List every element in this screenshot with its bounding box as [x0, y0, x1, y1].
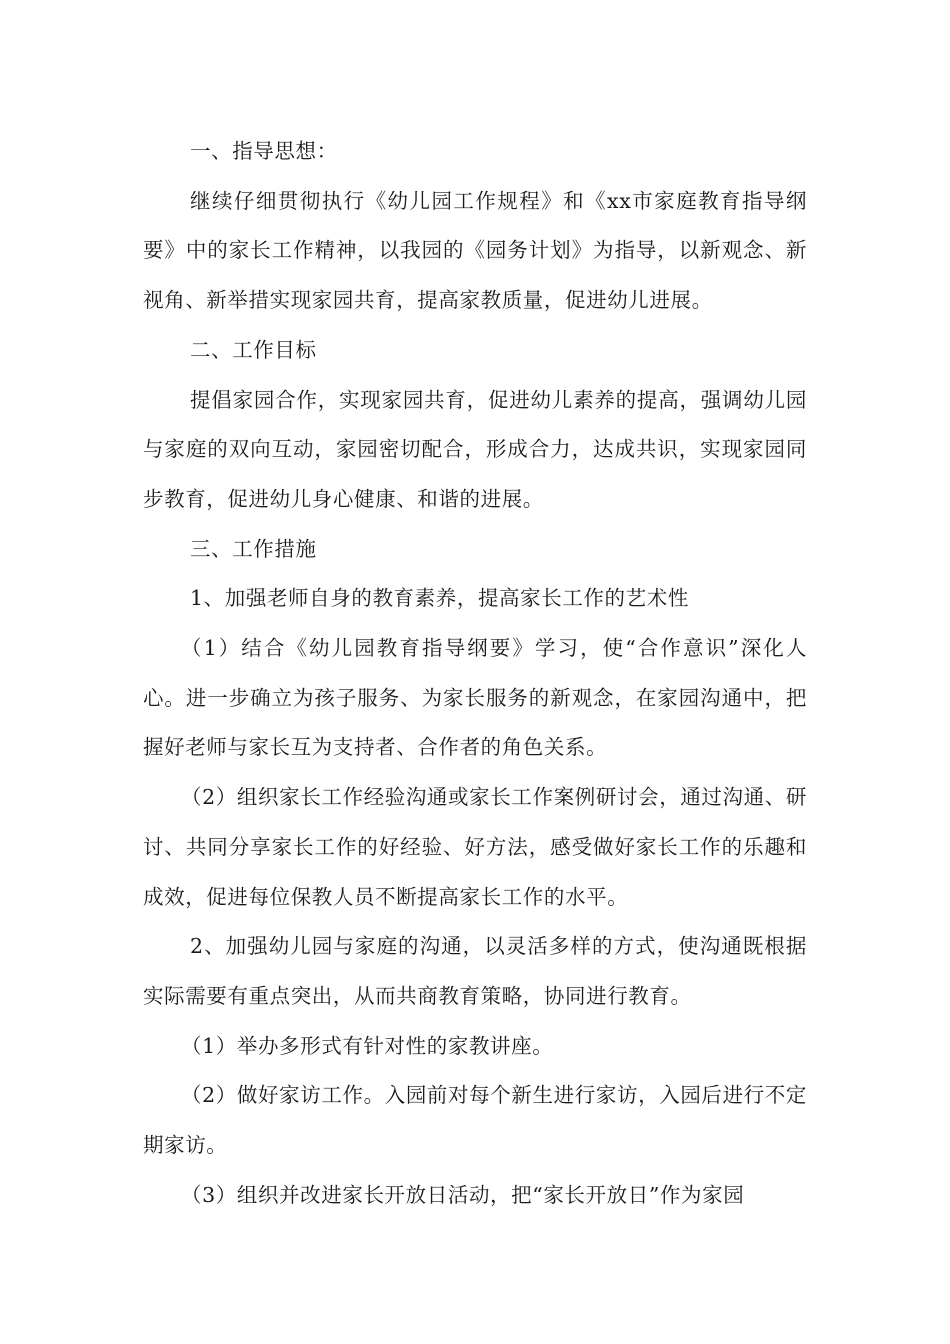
heading-work-measures: 三、工作措施 [190, 536, 317, 561]
measure-subitem-2-2: （2）做好家访工作。入园前对每个新生进行家访，入园后进行不定期家访。 [143, 1083, 807, 1158]
measure-subitem-2-1: （1）举办多形式有针对性的家教讲座。 [181, 1033, 554, 1058]
paragraph-work-goals: 提倡家园合作，实现家园共育，促进幼儿素养的提高，强调幼儿园与家庭的双向互动，家园密切配合，形成合力，达成共识，实现家园同步教育，促进幼儿身心健康、和谐的进展。 [143, 387, 807, 511]
measure-subitem-2-3: （3）组织并改进家长开放日活动，把“家长开放日”作为家园 [181, 1182, 745, 1207]
document-body [143, 127, 807, 1220]
measure-item-2: 2、加强幼儿园与家庭的沟通，以灵活多样的方式，使沟通既根据实际需要有重点突出，从而共商教育策略，协同进行教育。 [143, 934, 807, 1008]
heading-work-goals: 二、工作目标 [190, 337, 317, 362]
paragraph-guiding-ideology: 继续仔细贯彻执行《幼儿园工作规程》和《xx市家庭教育指导纲要》中的家长工作精神，以我园的《园务计划》为指导，以新观念、新视角、新举措实现家园共育，提高家教质量，促进幼儿进展。 [143, 188, 807, 313]
measure-subitem-1-1: （1）结合《幼儿园教育指导纲要》学习，使“合作意识”深化人心。进一步确立为孩子服务、为家长服务的新观念，在家园沟通中，把握好老师与家长互为支持者、合作者的角色关系。 [143, 636, 807, 760]
measure-item-1: 1、加强老师自身的教育素养，提高家长工作的艺术性 [190, 586, 689, 611]
measure-subitem-1-2: （2）组织家长工作经验沟通或家长工作案例研讨会，通过沟通、研讨、共同分享家长工作的好经验、好方法，感受做好家长工作的乐趣和成效，促进每位保教人员不断提高家长工作的水平。 [143, 785, 807, 909]
heading-guiding-ideology: 一、指导思想： [190, 139, 338, 163]
